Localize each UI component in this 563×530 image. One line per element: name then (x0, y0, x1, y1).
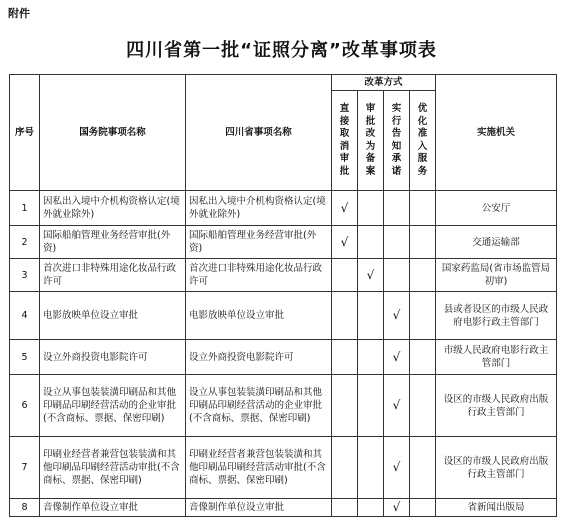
header-mode-filing (358, 91, 384, 191)
empty-cell (358, 191, 384, 226)
row-national-item: 音像制作单位设立审批 (40, 499, 186, 517)
header-mode-commitment (384, 91, 410, 191)
header-mode-commitment-label: 实行告知承诺 (391, 103, 402, 177)
table-row (10, 259, 557, 292)
row-no: 8 (10, 499, 40, 517)
empty-cell (410, 340, 436, 375)
header-mode-cancel-label: 直接取消审批 (339, 103, 350, 177)
row-agency: 市级人民政府电影行政主管部门 (436, 340, 557, 375)
header-agency: 实施机关 (436, 75, 557, 191)
check-mark: √ (358, 259, 384, 292)
row-agency: 省新闻出版局 (436, 499, 557, 517)
empty-cell (332, 499, 358, 517)
row-no: 4 (10, 292, 40, 340)
check-mark: √ (384, 499, 410, 517)
header-reform-group: 改革方式 (332, 75, 436, 91)
row-national-item: 国际船舶管理业务经营审批(外资) (40, 226, 186, 259)
row-sichuan-item: 因私出入境中介机构资格认定(境外就业除外) (186, 191, 332, 226)
empty-cell (410, 292, 436, 340)
row-sichuan-item: 首次进口非特殊用途化妆品行政许可 (186, 259, 332, 292)
row-national-item: 首次进口非特殊用途化妆品行政许可 (40, 259, 186, 292)
check-mark: √ (332, 191, 358, 226)
check-mark: √ (384, 340, 410, 375)
header-sichuan-item: 四川省事项名称 (186, 75, 332, 191)
empty-cell (332, 375, 358, 437)
empty-cell (332, 340, 358, 375)
empty-cell (332, 259, 358, 292)
row-no: 2 (10, 226, 40, 259)
row-national-item: 电影放映单位设立审批 (40, 292, 186, 340)
empty-cell (410, 375, 436, 437)
row-no: 5 (10, 340, 40, 375)
header-no: 序号 (10, 75, 40, 191)
header-mode-optimize (410, 91, 436, 191)
empty-cell (384, 191, 410, 226)
empty-cell (358, 375, 384, 437)
table-row (10, 499, 557, 517)
row-no: 3 (10, 259, 40, 292)
check-mark: √ (332, 226, 358, 259)
row-no: 1 (10, 191, 40, 226)
empty-cell (384, 259, 410, 292)
row-agency: 国家药监局(省市场监管局初审) (436, 259, 557, 292)
table-row (10, 292, 557, 340)
row-national-item: 印刷业经营者兼营包装装潢和其他印刷品印刷经营活动审批(不含商标、票据、保密印刷) (40, 437, 186, 499)
table-row (10, 375, 557, 437)
row-agency: 公安厅 (436, 191, 557, 226)
row-agency: 县或者设区的市级人民政府电影行政主管部门 (436, 292, 557, 340)
row-no: 7 (10, 437, 40, 499)
empty-cell (410, 191, 436, 226)
table-row (10, 340, 557, 375)
row-no: 6 (10, 375, 40, 437)
row-agency: 设区的市级人民政府出版行政主管部门 (436, 375, 557, 437)
empty-cell (358, 226, 384, 259)
row-agency: 设区的市级人民政府出版行政主管部门 (436, 437, 557, 499)
row-national-item: 设立从事包装装潢印刷品和其他印刷品印刷经营活动的企业审批(不含商标、票据、保密印刷) (40, 375, 186, 437)
row-sichuan-item: 电影放映单位设立审批 (186, 292, 332, 340)
empty-cell (358, 340, 384, 375)
reform-items-table (9, 74, 557, 517)
header-mode-cancel (332, 91, 358, 191)
row-sichuan-item: 设立外商投资电影院许可 (186, 340, 332, 375)
row-sichuan-item: 音像制作单位设立审批 (186, 499, 332, 517)
table-row (10, 191, 557, 226)
empty-cell (384, 226, 410, 259)
page-title: 四川省第一批“证照分离”改革事项表 (126, 40, 437, 61)
check-mark: √ (384, 375, 410, 437)
row-sichuan-item: 设立从事包装装潢印刷品和其他印刷品印刷经营活动的企业审批(不含商标、票据、保密印刷) (186, 375, 332, 437)
empty-cell (358, 437, 384, 499)
row-agency: 交通运输部 (436, 226, 557, 259)
empty-cell (410, 259, 436, 292)
check-mark: √ (384, 292, 410, 340)
row-national-item: 设立外商投资电影院许可 (40, 340, 186, 375)
empty-cell (410, 437, 436, 499)
header-national-item: 国务院事项名称 (40, 75, 186, 191)
row-sichuan-item: 印刷业经营者兼营包装装潢和其他印刷品印刷经营活动审批(不含商标、票据、保密印刷) (186, 437, 332, 499)
header-mode-filing-label: 审批改为备案 (365, 103, 376, 177)
attachment-label: 附件 (8, 7, 30, 20)
empty-cell (332, 292, 358, 340)
row-sichuan-item: 国际船舶管理业务经营审批(外资) (186, 226, 332, 259)
empty-cell (410, 226, 436, 259)
table-row (10, 437, 557, 499)
empty-cell (358, 292, 384, 340)
check-mark: √ (384, 437, 410, 499)
row-national-item: 因私出入境中介机构资格认定(境外就业除外) (40, 191, 186, 226)
empty-cell (332, 437, 358, 499)
empty-cell (410, 499, 436, 517)
table-row (10, 226, 557, 259)
header-mode-optimize-label: 优化准入服务 (417, 103, 428, 177)
empty-cell (358, 499, 384, 517)
